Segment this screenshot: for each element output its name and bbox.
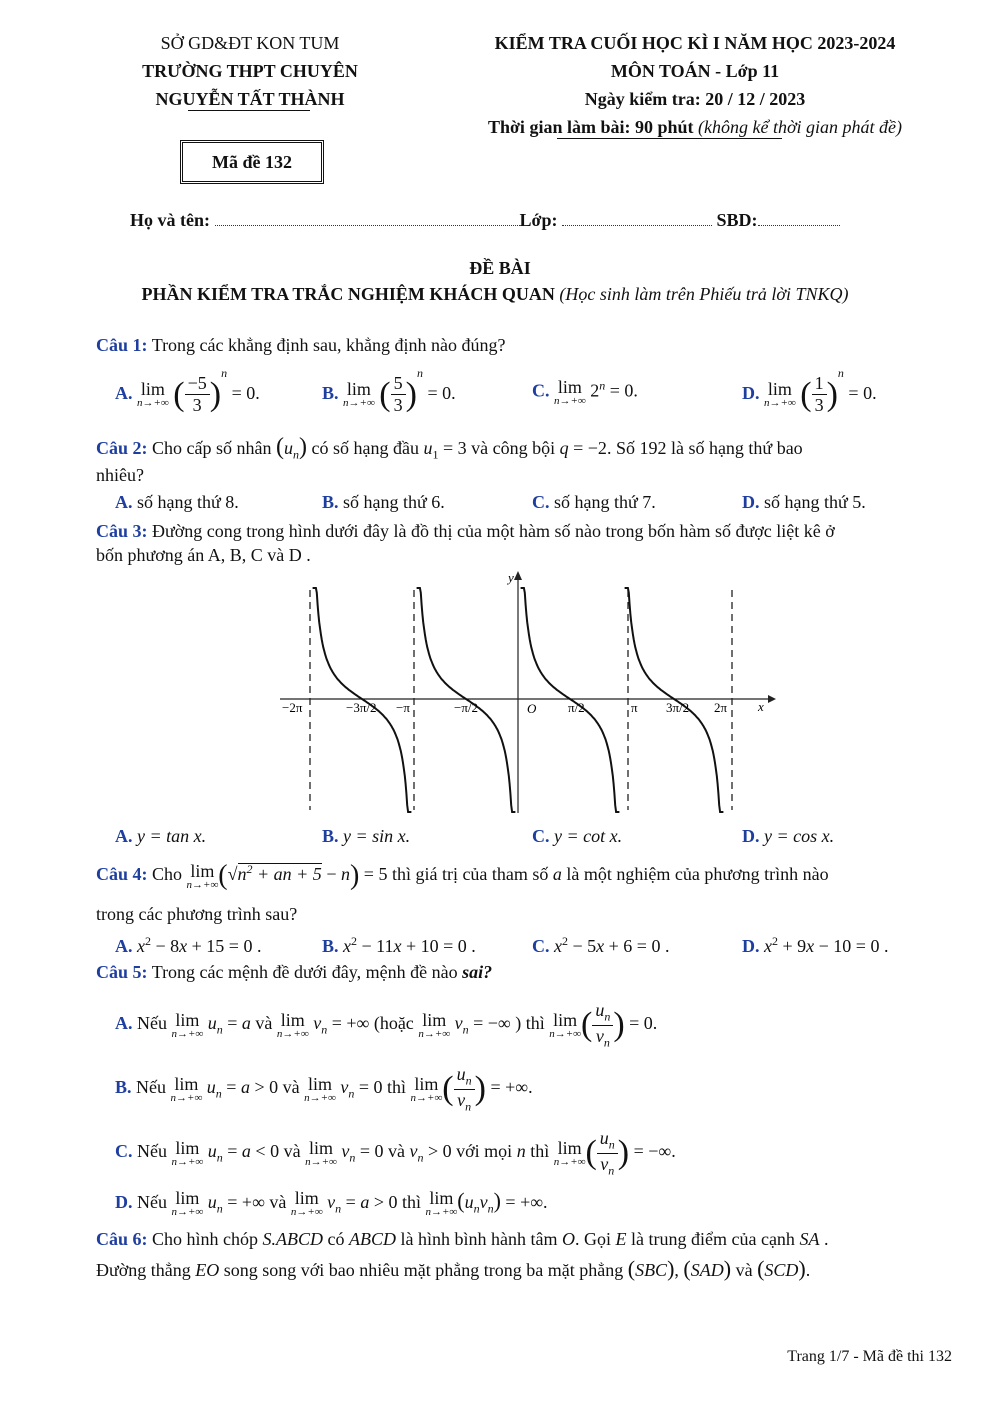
q5-option-d[interactable]: D. Nếu lim n→+∞ $u_n$ = +∞ và lim n→+∞ $v_n = a > 0$ thì lim n→+∞ $(u_nv_n)$ = +∞. — [115, 1188, 548, 1219]
q5-c-then: thì — [530, 1141, 550, 1162]
class-label: Lớp: — [519, 210, 558, 230]
q3-option-a-text: y = tan x. — [137, 826, 207, 846]
tick-neg-pi: −π — [396, 700, 410, 715]
q5-d-and: và — [269, 1192, 287, 1212]
q2-text-b: có số hạng đầu — [311, 438, 419, 458]
q2-option-d[interactable] — [742, 492, 866, 513]
duration-italic: (không kể thời gian phát đề) — [697, 117, 903, 137]
exam-title: KIỂM TRA CUỐI HỌC KÌ I NĂM HỌC 2023-2024 — [494, 33, 896, 53]
q4-option-c[interactable]: C. $x^2 - 5x + 6 = 0$ . — [532, 934, 670, 956]
q5-c-and: và — [283, 1141, 301, 1162]
q1-option-c[interactable]: C. lim n→+∞ $2^n = 0$. — [532, 377, 638, 407]
section-title: ĐỀ BÀI — [469, 258, 531, 278]
q2-option-a-letter: A. — [115, 492, 133, 512]
duration-underline — [557, 138, 782, 139]
q5-option-b-letter: B. — [115, 1077, 132, 1098]
q2-option-c[interactable] — [532, 492, 656, 513]
q1-option-b[interactable]: B. lim n→+∞ ( $\frac{5}{3}$ )$^n$ = 0. — [322, 366, 456, 416]
q3-option-d-letter: D. — [742, 826, 760, 846]
q3-option-b-text: y = sin x. — [343, 826, 411, 846]
q3-option-d-text: y = cos x. — [764, 826, 835, 846]
q5-c-and2: và — [388, 1141, 405, 1162]
q5-a-and: và — [255, 1013, 273, 1034]
q2-option-b-text: số hạng thứ 6. — [343, 492, 445, 512]
q4-option-d[interactable]: D. $x^2 + 9x - 10 = 0$ . — [742, 934, 889, 956]
q4-label: Câu 4: — [96, 864, 148, 885]
page-footer: Trang 1/7 - Mã đề thi 132 — [787, 1348, 952, 1365]
x-axis-arrow — [768, 695, 776, 703]
name-field[interactable] — [215, 211, 520, 226]
q2-text-c: và công bội — [471, 438, 556, 458]
q5-b-if: Nếu — [136, 1077, 167, 1098]
q3-text-a: Đường cong trong hình dưới đây là đồ thị của một hàm số nào trong bốn hàm số được liệt kê ở — [152, 521, 835, 541]
q1-option-c-letter: C. — [532, 380, 550, 401]
q2-option-d-letter: D. — [742, 492, 760, 512]
q2-text-d: . Số 192 là số hạng thứ bao — [606, 438, 803, 458]
tick-neg-2pi: −2π — [282, 700, 303, 715]
q3-option-c[interactable] — [532, 826, 622, 847]
q3-text-b: bốn phương án A, B, C và D . — [96, 545, 311, 565]
origin-label: O — [527, 701, 537, 716]
q5-b-and: và — [282, 1077, 300, 1098]
q6-text-b: có — [327, 1229, 345, 1249]
q2-text-a: Cho cấp số nhân — [152, 438, 272, 458]
x-axis-label: x — [758, 699, 764, 714]
student-info — [130, 210, 840, 231]
q5-option-a-letter: A. — [115, 1013, 133, 1034]
q4-text-d: trong các phương trình sau? — [96, 904, 298, 924]
q6-stem: Câu 6: Cho hình chóp S.ABCD có ABCD là hình bình hành tâm O. Gọi E là trung điểm của cạnh SA . — [96, 1229, 829, 1249]
q2-option-b[interactable] — [322, 492, 445, 513]
q5-option-c[interactable]: C. Nếu lim n→+∞ $u_n = a < 0$ và lim n→+∞ $v_n = 0$ và $v_n > 0$ với mọi n thì lim n→+∞ ( $\frac{u_n}{v_n}$ ) = −∞. — [115, 1128, 676, 1178]
q6-text-e: là trung điểm của cạnh — [631, 1229, 795, 1249]
q4-option-a-letter: A. — [115, 936, 133, 956]
department-name: SỞ GD&ĐT KON TUM — [160, 33, 340, 53]
y-axis-label: y — [508, 570, 514, 585]
q2-option-c-letter: C. — [532, 492, 550, 512]
q3-option-d[interactable] — [742, 826, 834, 847]
q4-stem: Câu 4: Cho lim n→+∞ ($√n^2$ + an + 5 − n) = 5 thì giá trị của tham số a là một nghiệm của phương trình nào — [96, 860, 829, 891]
sbd-label: SBD: — [716, 210, 758, 230]
q5-option-b[interactable]: B. Nếu lim n→+∞ $u_n = a > 0$ và lim n→+∞ $v_n = 0$ thì lim n→+∞ ( $\frac{u_n}{v_n}$ ) = +∞. — [115, 1064, 533, 1114]
name-label: Họ và tên: — [130, 210, 210, 230]
q6-text-d: . Gọi — [575, 1229, 611, 1249]
exam-date: Ngày kiểm tra: 20 / 12 / 2023 — [584, 89, 806, 109]
q5-a-then: thì — [525, 1013, 545, 1034]
exam-duration — [400, 113, 990, 141]
q2-text-e: nhiêu? — [96, 465, 144, 485]
q2-stem: Câu 2: Cho cấp số nhân $(u_n)$ có số hạng đầu $u_1 = 3$ và công bội q = −2. Số 192 là số hạng thứ bao — [96, 434, 803, 462]
q4-text-b: thì giá trị của tham số — [391, 864, 549, 885]
school-name-line1: TRƯỜNG THPT CHUYÊN — [142, 61, 358, 81]
q5-d-if: Nếu — [137, 1192, 167, 1212]
q6-text-g: song song với bao nhiêu mặt phẳng trong ba mặt phẳng — [223, 1260, 624, 1280]
q5-option-d-letter: D. — [115, 1192, 133, 1212]
q6-text-f: Đường thẳng — [96, 1260, 191, 1280]
q4-option-a[interactable]: A. $x^2 - 8x + 15 = 0$ . — [115, 934, 262, 956]
q6-label: Câu 6: — [96, 1229, 148, 1249]
q2-option-b-letter: B. — [322, 492, 339, 512]
q3-option-a-letter: A. — [115, 826, 133, 846]
q1-label: Câu 1: — [96, 335, 148, 355]
q5-option-c-letter: C. — [115, 1141, 133, 1162]
q4-text-a: Cho — [152, 864, 183, 885]
q3-option-b[interactable] — [322, 826, 410, 847]
sbd-field[interactable] — [758, 211, 840, 226]
q1-option-a[interactable]: A. lim n→+∞ ( $\frac{-5}{3}$ )$^n$ = 0. — [115, 366, 260, 416]
q5-a-or: (hoặc — [373, 1013, 414, 1034]
school-underline — [188, 110, 310, 111]
q2-option-a-text: số hạng thứ 8. — [137, 492, 239, 512]
q3-option-c-letter: C. — [532, 826, 550, 846]
y-axis-arrow — [514, 571, 522, 580]
q2-option-a[interactable] — [115, 492, 239, 513]
part-title-bold: PHẦN KIỂM TRA TRẮC NGHIỆM KHÁCH QUAN — [141, 284, 555, 304]
q4-option-c-letter: C. — [532, 936, 550, 956]
q4-option-b-letter: B. — [322, 936, 339, 956]
school-block — [100, 29, 400, 113]
q4-option-b[interactable]: B. $x^2 - 11x + 10 = 0$ . — [322, 934, 476, 956]
tick-labels — [282, 700, 728, 715]
q1-text: Trong các khẳng định sau, khẳng định nào đúng? — [151, 335, 506, 355]
q6-text-a: Cho hình chóp — [152, 1229, 259, 1249]
q2-option-c-text: số hạng thứ 7. — [554, 492, 656, 512]
q5-a-if: Nếu — [137, 1013, 167, 1034]
q6-stem-line2: Đường thẳng EO song song với bao nhiêu mặt phẳng trong ba mặt phẳng (SBC), (SAD) và (SCD). — [96, 1256, 811, 1281]
q1-option-d[interactable]: D. lim n→+∞ ( $\frac{1}{3}$ )$^n$ = 0. — [742, 366, 877, 416]
subject-title: MÔN TOÁN - Lớp 11 — [610, 61, 780, 81]
q1-option-d-letter: D. — [742, 383, 760, 403]
q5-c-for-all: với mọi — [456, 1141, 513, 1162]
class-field[interactable] — [562, 211, 712, 226]
tick-neg-3pi-2: −3π/2 — [346, 700, 377, 715]
q4-option-d-letter: D. — [742, 936, 760, 956]
q5-c-if: Nếu — [137, 1141, 167, 1162]
q3-option-a[interactable] — [115, 826, 206, 847]
tick-neg-pi-2: −π/2 — [454, 700, 479, 715]
q5-emphasis: sai? — [462, 962, 493, 982]
q1-option-b-letter: B. — [322, 383, 339, 403]
q5-option-a[interactable]: A. Nếu lim n→+∞ $u_n = a$ và lim n→+∞ $v_n$ = +∞ (hoặc lim n→+∞ $v_n$ = −∞ ) thì lim n→+∞ ( $\frac{u_n}{v_n}$ ) = 0. — [115, 1000, 658, 1050]
q6-text-h: và — [735, 1260, 753, 1280]
q1-option-a-letter: A. — [115, 383, 133, 403]
tick-pi-2: π/2 — [568, 700, 585, 715]
q2-label: Câu 2: — [96, 438, 148, 458]
cot-graph — [270, 568, 780, 816]
q5-label: Câu 5: — [96, 962, 148, 982]
q3-option-c-text: y = cot x. — [554, 826, 623, 846]
q3-option-b-letter: B. — [322, 826, 339, 846]
q4-text-c: là một nghiệm của phương trình nào — [566, 864, 829, 885]
q5-b-then: thì — [387, 1077, 407, 1098]
q5-stem — [96, 962, 956, 983]
part-title — [0, 284, 990, 305]
tick-2pi: 2π — [714, 700, 728, 715]
q4-param: a — [552, 864, 562, 885]
q3-label: Câu 3: — [96, 521, 148, 541]
q5-d-then: thì — [401, 1192, 421, 1212]
q3-stem — [96, 521, 956, 542]
part-title-italic: (Học sinh làm trên Phiếu trả lời TNKQ) — [559, 284, 849, 304]
school-name-line2: NGUYỄN TẤT THÀNH — [155, 89, 345, 109]
q5-text: Trong các mệnh đề dưới đây, mệnh đề nào — [151, 962, 458, 982]
exam-block — [400, 29, 990, 141]
q1-stem — [96, 335, 956, 356]
exam-code-box: Mã đề 132 — [180, 140, 324, 184]
tick-pi: π — [631, 700, 638, 715]
q6-text-c: là hình bình hành tâm — [400, 1229, 558, 1249]
tick-3pi-2: 3π/2 — [666, 700, 690, 715]
duration-bold: Thời gian làm bài: 90 phút — [487, 117, 694, 137]
q2-option-d-text: số hạng thứ 5. — [764, 492, 866, 512]
